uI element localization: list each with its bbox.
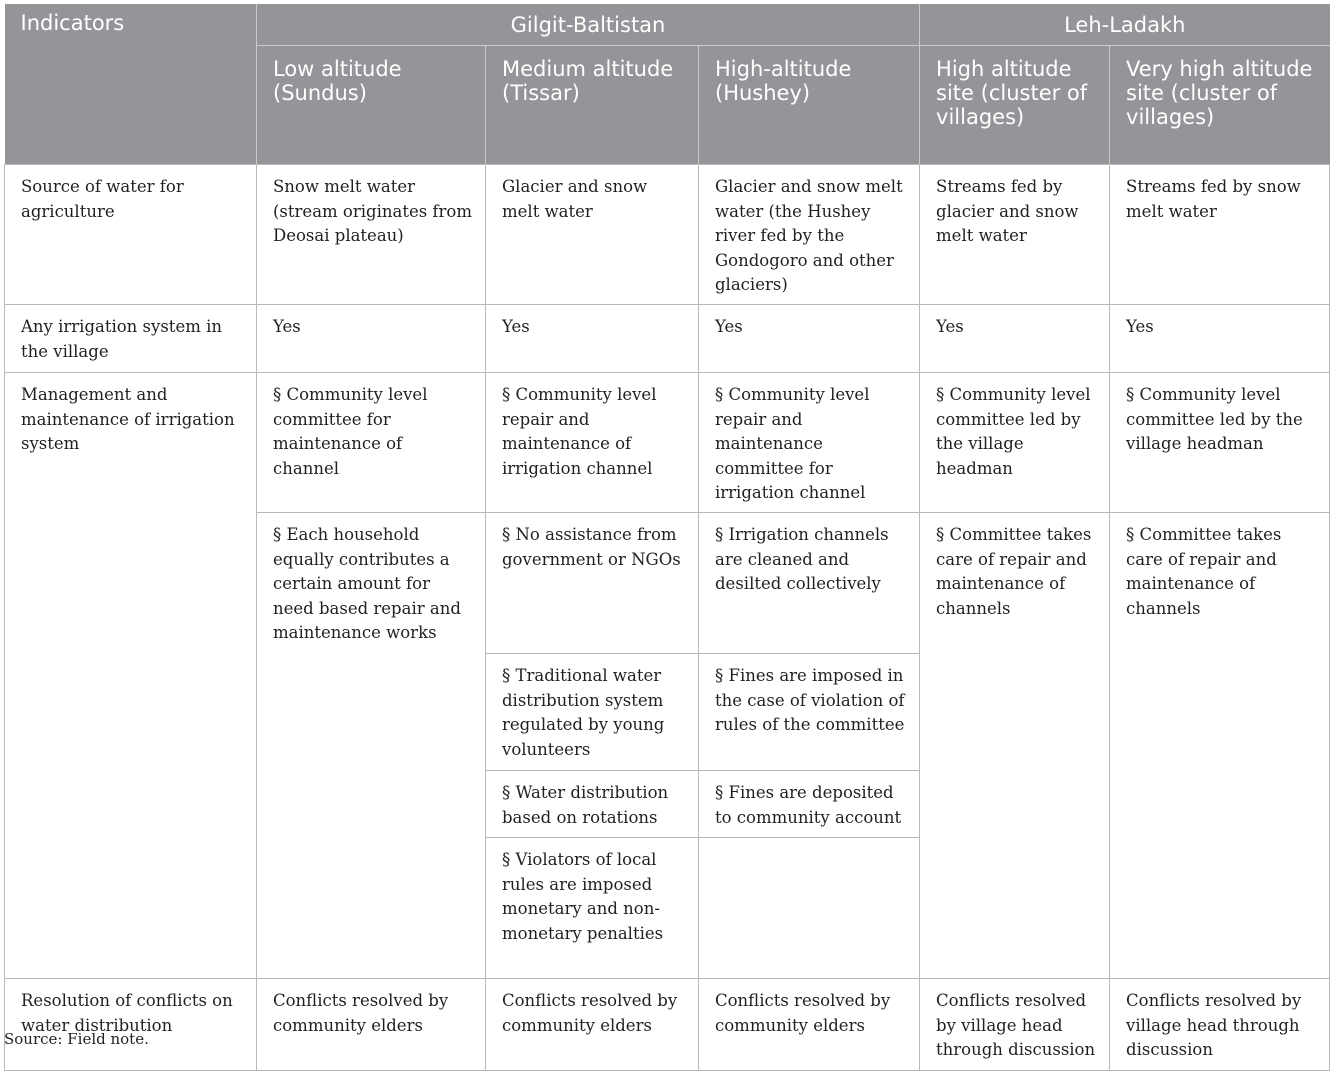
header-col-leh-very-high: Very high altitude site (cluster of villages) [1110, 46, 1330, 165]
table-cell: § Committee takes care of repair and maintenance of channels [920, 512, 1110, 978]
table-cell: § Committee takes care of repair and maintenance of channels [1110, 512, 1330, 978]
header-group-gilgit-baltistan: Gilgit-Baltistan [257, 4, 920, 46]
table-cell: Snow melt water (stream originates from Deosai plateau) [257, 165, 486, 305]
table-cell: § Community level committee led by the village headman [1110, 372, 1330, 512]
header-indicators: Indicators [5, 4, 257, 165]
table-cell: Yes [257, 304, 486, 372]
table-container [4, 4, 1329, 1071]
table-cell: Conflicts resolved by community elders [699, 978, 920, 1070]
table-cell: § Irrigation channels are cleaned and desilted collectively [699, 512, 920, 653]
table-cell: § Community level committee for maintenance of channel [257, 372, 486, 512]
header-col-leh-high: High altitude site (cluster of villages) [920, 46, 1110, 165]
table-row [5, 165, 1330, 305]
table-body [5, 165, 1330, 1071]
header-col-sundus: Low altitude (Sundus) [257, 46, 486, 165]
table-cell: § Community level committee led by the village headman [920, 372, 1110, 512]
table-cell: § Traditional water distribution system regulated by young volunteers [486, 653, 699, 770]
table-cell: Conflicts resolved by community elders [486, 978, 699, 1070]
header-row-groups [5, 4, 1330, 46]
header-col-tissar: Medium altitude (Tissar) [486, 46, 699, 165]
table-cell: § Community level repair and maintenance committee for irrigation channel [699, 372, 920, 512]
table-header [5, 4, 1330, 165]
row-indicator-management: Management and maintenance of irrigation system [5, 372, 257, 978]
table-cell-empty [699, 837, 920, 978]
table-cell: Yes [920, 304, 1110, 372]
header-col-hushey: High-altitude (Hushey) [699, 46, 920, 165]
row-indicator-source: Source of water for agriculture [5, 165, 257, 305]
table-cell: Streams fed by snow melt water [1110, 165, 1330, 305]
table-cell: Yes [699, 304, 920, 372]
table-cell: § Violators of local rules are imposed monetary and non-monetary penalties [486, 837, 699, 978]
table-cell: § Water distribution based on rotations [486, 770, 699, 837]
table-cell: § Each household equally contributes a certain amount for need based repair and maintenance works [257, 512, 486, 978]
table-row [5, 978, 1330, 1070]
table-cell: § Fines are deposited to community account [699, 770, 920, 837]
table-cell: Yes [1110, 304, 1330, 372]
table-row [5, 304, 1330, 372]
table-cell: Glacier and snow melt water [486, 165, 699, 305]
table-source-note: Source: Field note. [4, 1030, 149, 1048]
header-group-leh-ladakh: Leh-Ladakh [920, 4, 1330, 46]
table-cell: Conflicts resolved by village head through discussion [1110, 978, 1330, 1070]
row-indicator-resolution: Resolution of conflicts on water distribution [5, 978, 257, 1070]
irrigation-comparison-table [4, 4, 1330, 1071]
row-indicator-irrigation: Any irrigation system in the village [5, 304, 257, 372]
table-cell: Streams fed by glacier and snow melt water [920, 165, 1110, 305]
table-cell: § Community level repair and maintenance of irrigation channel [486, 372, 699, 512]
table-row [5, 372, 1330, 512]
table-cell: § Fines are imposed in the case of violation of rules of the committee [699, 653, 920, 770]
table-cell: § No assistance from government or NGOs [486, 512, 699, 653]
table-cell: Glacier and snow melt water (the Hushey river fed by the Gondogoro and other glaciers) [699, 165, 920, 305]
table-cell: Conflicts resolved by village head through discussion [920, 978, 1110, 1070]
table-cell: Conflicts resolved by community elders [257, 978, 486, 1070]
table-cell: Yes [486, 304, 699, 372]
